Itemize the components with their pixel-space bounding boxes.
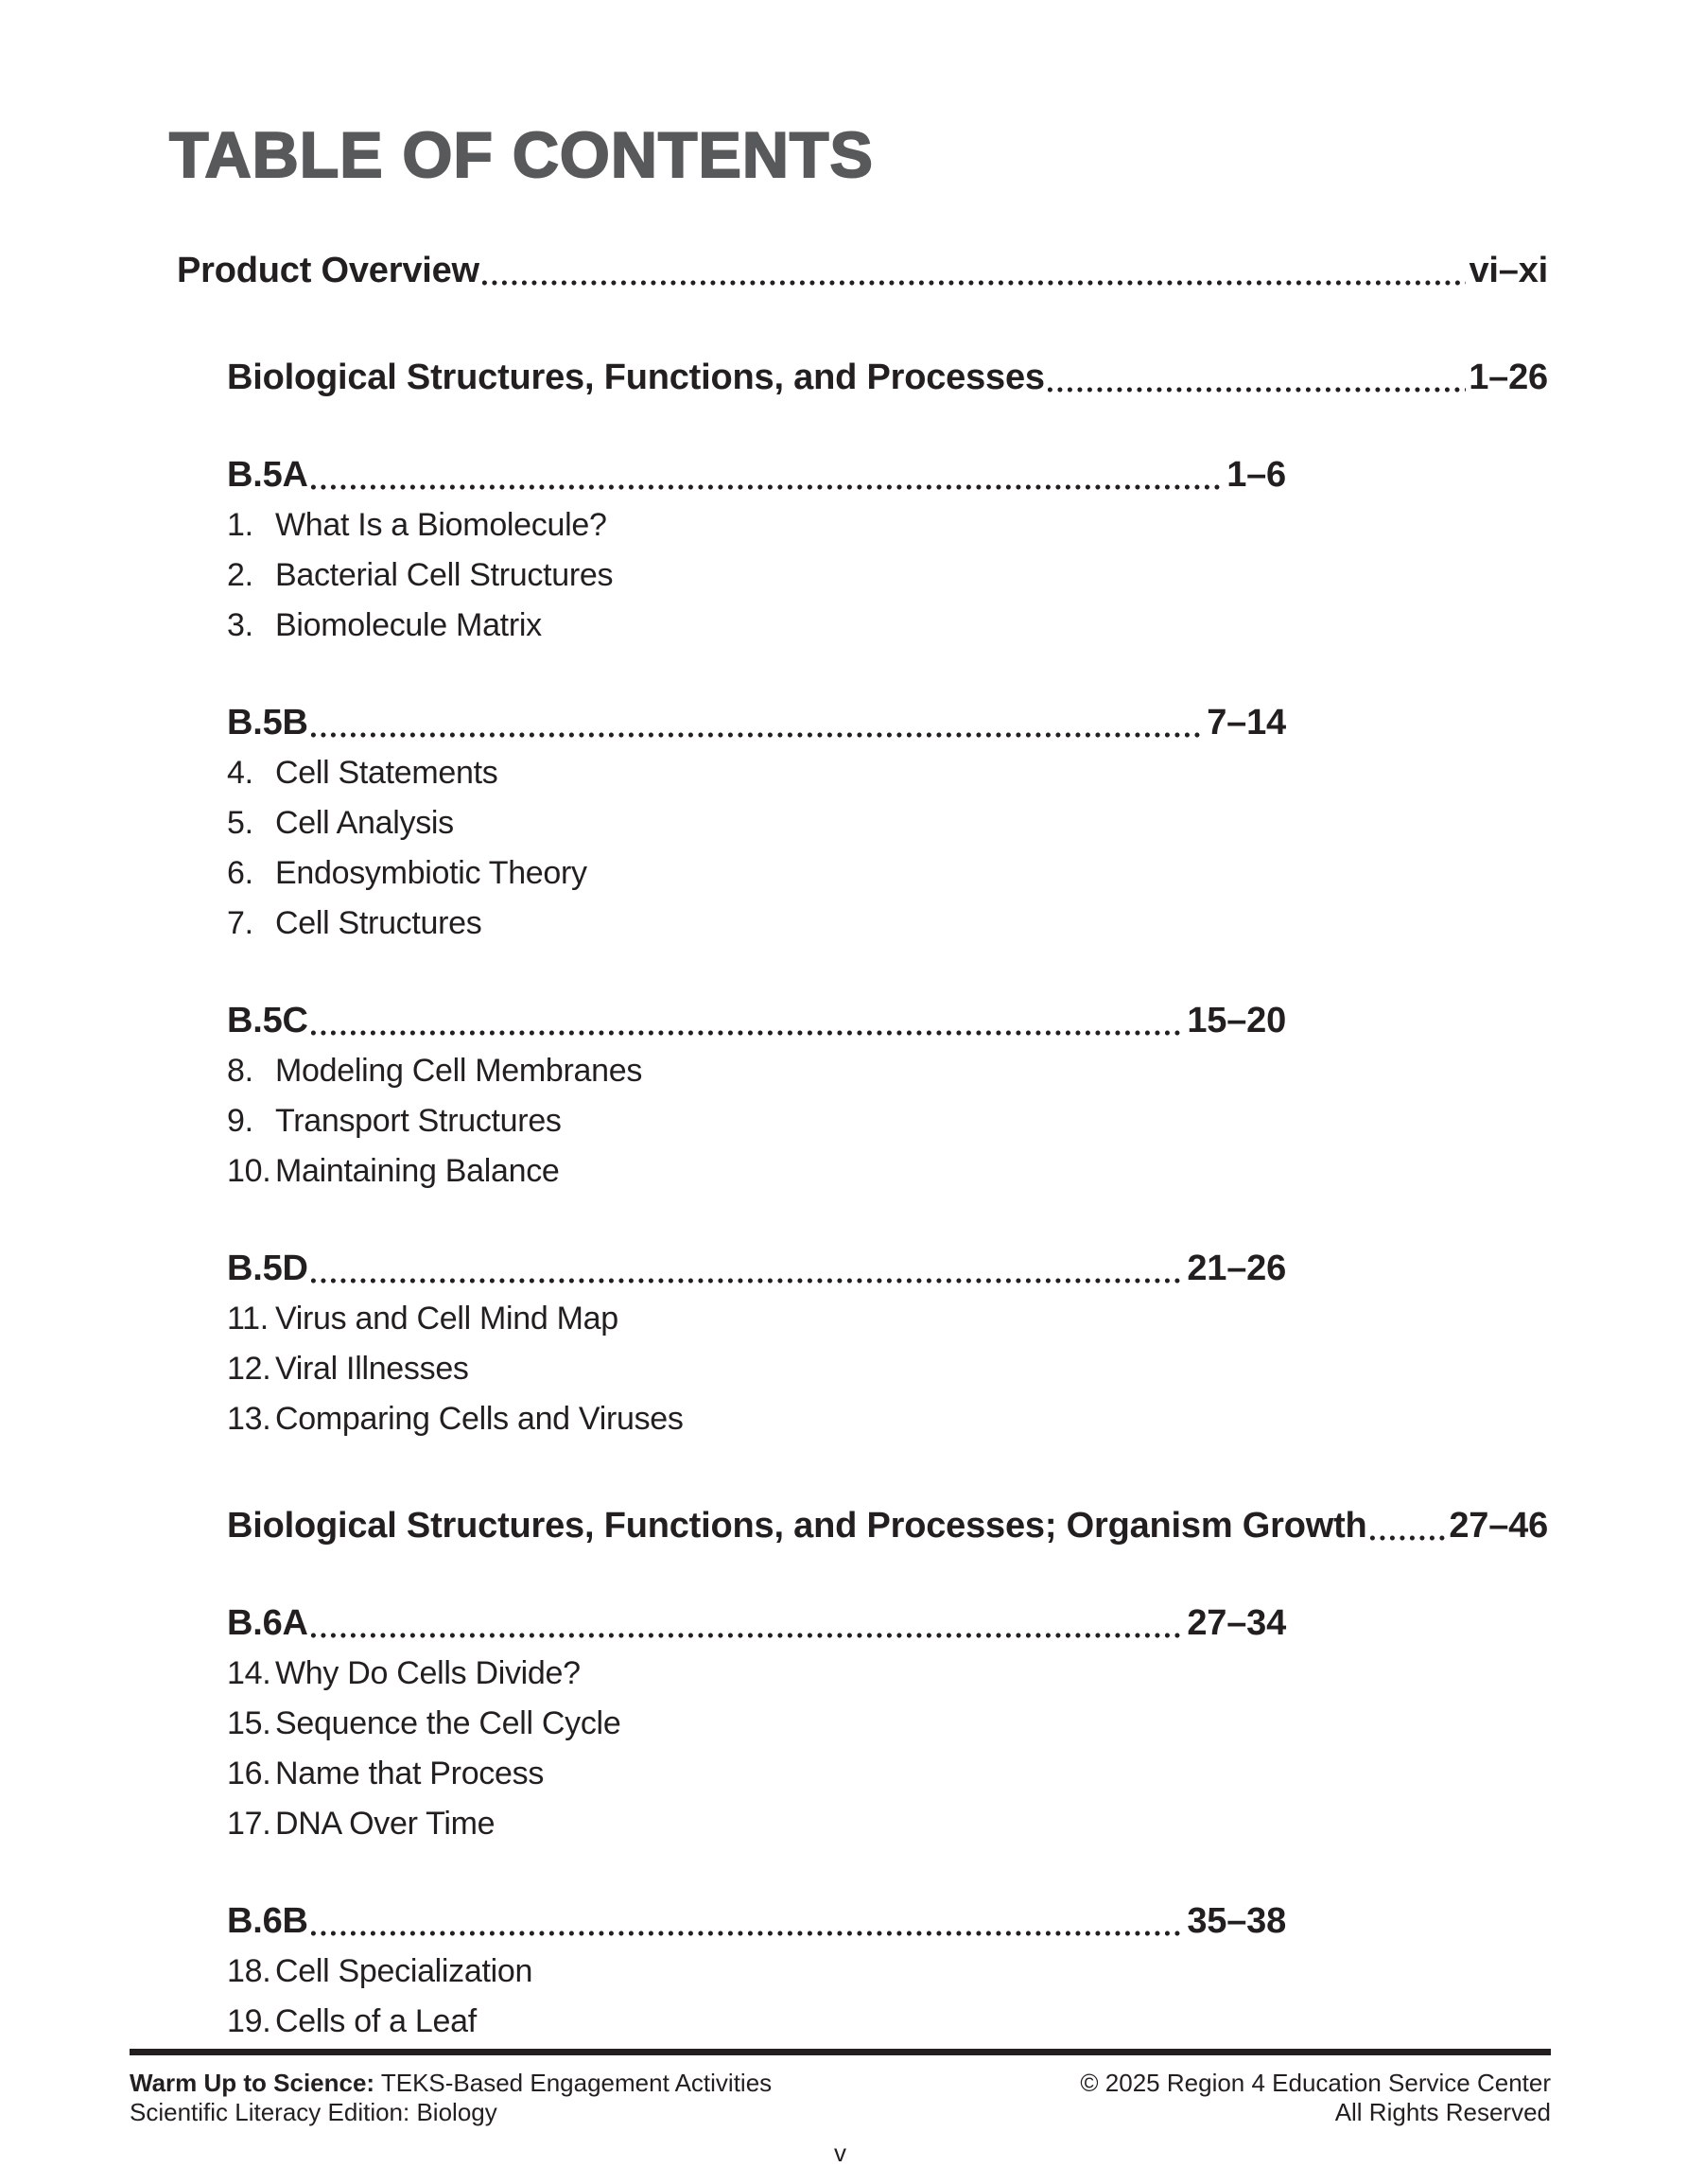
toc-item [227, 1997, 1548, 2047]
item-title: Name that Process [275, 1756, 545, 1791]
group-code: B.5C [227, 1001, 308, 1040]
item-title: Cell Specialization [275, 1953, 533, 1989]
group-pages: 27–34 [1187, 1603, 1286, 1643]
group-heading [227, 996, 1286, 1046]
toc-item [227, 1096, 1548, 1146]
item-number: 17. [227, 1806, 271, 1842]
toc-section-heading-1 [227, 353, 1548, 403]
page-footer [130, 2049, 1551, 2168]
item-title: What Is a Biomolecule? [275, 507, 607, 543]
item-number: 3. [227, 607, 253, 643]
footer-edition-line: Scientific Literacy Edition: Biology [130, 2098, 497, 2126]
item-title: Cell Structures [275, 905, 482, 941]
footer-copyright: © 2025 Region 4 Education Service Center [1080, 2069, 1551, 2097]
footer-right [1080, 2069, 1551, 2127]
group-heading [227, 450, 1286, 500]
item-number: 7. [227, 905, 253, 941]
entry-label: Product Overview [177, 251, 479, 290]
toc-item [227, 1699, 1548, 1749]
dot-leader [482, 280, 1467, 286]
item-title: Transport Structures [275, 1103, 562, 1139]
item-number: 1. [227, 507, 253, 543]
toc-item [227, 1749, 1548, 1799]
toc-item [227, 500, 1548, 550]
item-number: 15. [227, 1705, 271, 1741]
item-title: Biomolecule Matrix [275, 607, 542, 643]
activity-list [227, 1294, 1548, 1444]
toc-item [227, 1344, 1548, 1394]
toc-item [227, 1799, 1548, 1849]
footer-product-name: Warm Up to Science: [130, 2069, 375, 2097]
group-code: B.6B [227, 1901, 308, 1941]
item-number: 19. [227, 2003, 271, 2039]
group-pages: 15–20 [1187, 1001, 1286, 1040]
toc-item [227, 1649, 1548, 1699]
dot-leader [311, 1278, 1185, 1284]
toc-entry-product-overview [177, 246, 1548, 296]
dot-leader [311, 1633, 1185, 1638]
item-title: Virus and Cell Mind Map [275, 1301, 618, 1337]
activity-list [227, 1947, 1548, 2047]
activity-list [227, 500, 1548, 651]
toc-item [227, 1947, 1548, 1997]
toc-item [227, 1394, 1548, 1444]
item-number: 9. [227, 1103, 253, 1139]
group-pages: 21–26 [1187, 1249, 1286, 1288]
item-number: 11. [227, 1301, 269, 1337]
toc-item [227, 899, 1548, 949]
item-title: Cell Analysis [275, 805, 454, 841]
activity-list [227, 748, 1548, 949]
item-title: Cell Statements [275, 755, 498, 791]
toc-group-b6a [227, 1599, 1548, 1849]
footer-product-line [130, 2069, 772, 2098]
item-title: Cells of a Leaf [275, 2003, 477, 2039]
item-number: 16. [227, 1756, 271, 1791]
item-number: 4. [227, 755, 253, 791]
item-title: Viral Illnesses [275, 1351, 469, 1387]
group-pages: 1–6 [1226, 455, 1286, 495]
entry-pages: vi–xi [1469, 251, 1548, 290]
group-pages: 35–38 [1187, 1901, 1286, 1941]
dot-leader [1370, 1535, 1447, 1541]
dot-leader [311, 732, 1204, 738]
section-pages: 1–26 [1469, 358, 1548, 397]
group-heading [227, 698, 1286, 748]
section-label: Biological Structures, Functions, and Processes [227, 358, 1045, 397]
page-number: v [834, 2139, 846, 2167]
activity-list [227, 1046, 1548, 1197]
item-title: DNA Over Time [275, 1806, 496, 1842]
group-code: B.6A [227, 1603, 308, 1643]
toc-group-b5a [227, 450, 1548, 651]
toc-group-b5d [227, 1244, 1548, 1444]
toc-body [227, 353, 1548, 2047]
item-number: 2. [227, 557, 253, 593]
toc-section-heading-2 [227, 1501, 1548, 1551]
item-title: Bacterial Cell Structures [275, 557, 614, 593]
dot-leader [311, 1931, 1185, 1936]
group-pages: 7–14 [1207, 703, 1286, 743]
section-label: Biological Structures, Functions, and Processes; Organism Growth [227, 1506, 1367, 1546]
item-title: Endosymbiotic Theory [275, 855, 587, 891]
item-number: 6. [227, 855, 253, 891]
item-number: 5. [227, 805, 253, 841]
item-number: 18. [227, 1953, 271, 1989]
toc-item [227, 748, 1548, 798]
toc-group-b5c [227, 996, 1548, 1197]
item-number: 14. [227, 1655, 271, 1691]
item-number: 10. [227, 1153, 271, 1189]
section-pages: 27–46 [1449, 1506, 1548, 1546]
toc-item [227, 1146, 1548, 1197]
toc-group-b6b [227, 1896, 1548, 2047]
group-code: B.5A [227, 455, 308, 495]
group-heading [227, 1244, 1286, 1294]
activity-list [227, 1649, 1548, 1849]
footer-product-subtitle: TEKS-Based Engagement Activities [374, 2069, 773, 2097]
footer-rights: All Rights Reserved [1334, 2098, 1551, 2126]
item-number: 8. [227, 1053, 253, 1089]
toc-item [227, 601, 1548, 651]
item-title: Maintaining Balance [275, 1153, 560, 1189]
toc-item [227, 1046, 1548, 1096]
footer-left [130, 2069, 772, 2127]
toc-item [227, 550, 1548, 601]
dot-leader [311, 484, 1224, 490]
item-title: Modeling Cell Membranes [275, 1053, 643, 1089]
group-heading [227, 1896, 1286, 1947]
toc-item [227, 848, 1548, 899]
item-number: 12. [227, 1351, 271, 1387]
group-code: B.5B [227, 703, 308, 743]
group-code: B.5D [227, 1249, 308, 1288]
item-title: Sequence the Cell Cycle [275, 1705, 621, 1741]
item-title: Why Do Cells Divide? [275, 1655, 581, 1691]
group-heading [227, 1599, 1286, 1649]
item-number: 13. [227, 1401, 271, 1437]
dot-leader [311, 1030, 1185, 1036]
footer-divider [130, 2049, 1551, 2055]
item-title: Comparing Cells and Viruses [275, 1401, 684, 1437]
page-title: TABLE OF CONTENTS [169, 119, 874, 191]
toc-item [227, 1294, 1548, 1344]
toc-group-b5b [227, 698, 1548, 949]
dot-leader [1048, 387, 1466, 393]
toc-item [227, 798, 1548, 848]
